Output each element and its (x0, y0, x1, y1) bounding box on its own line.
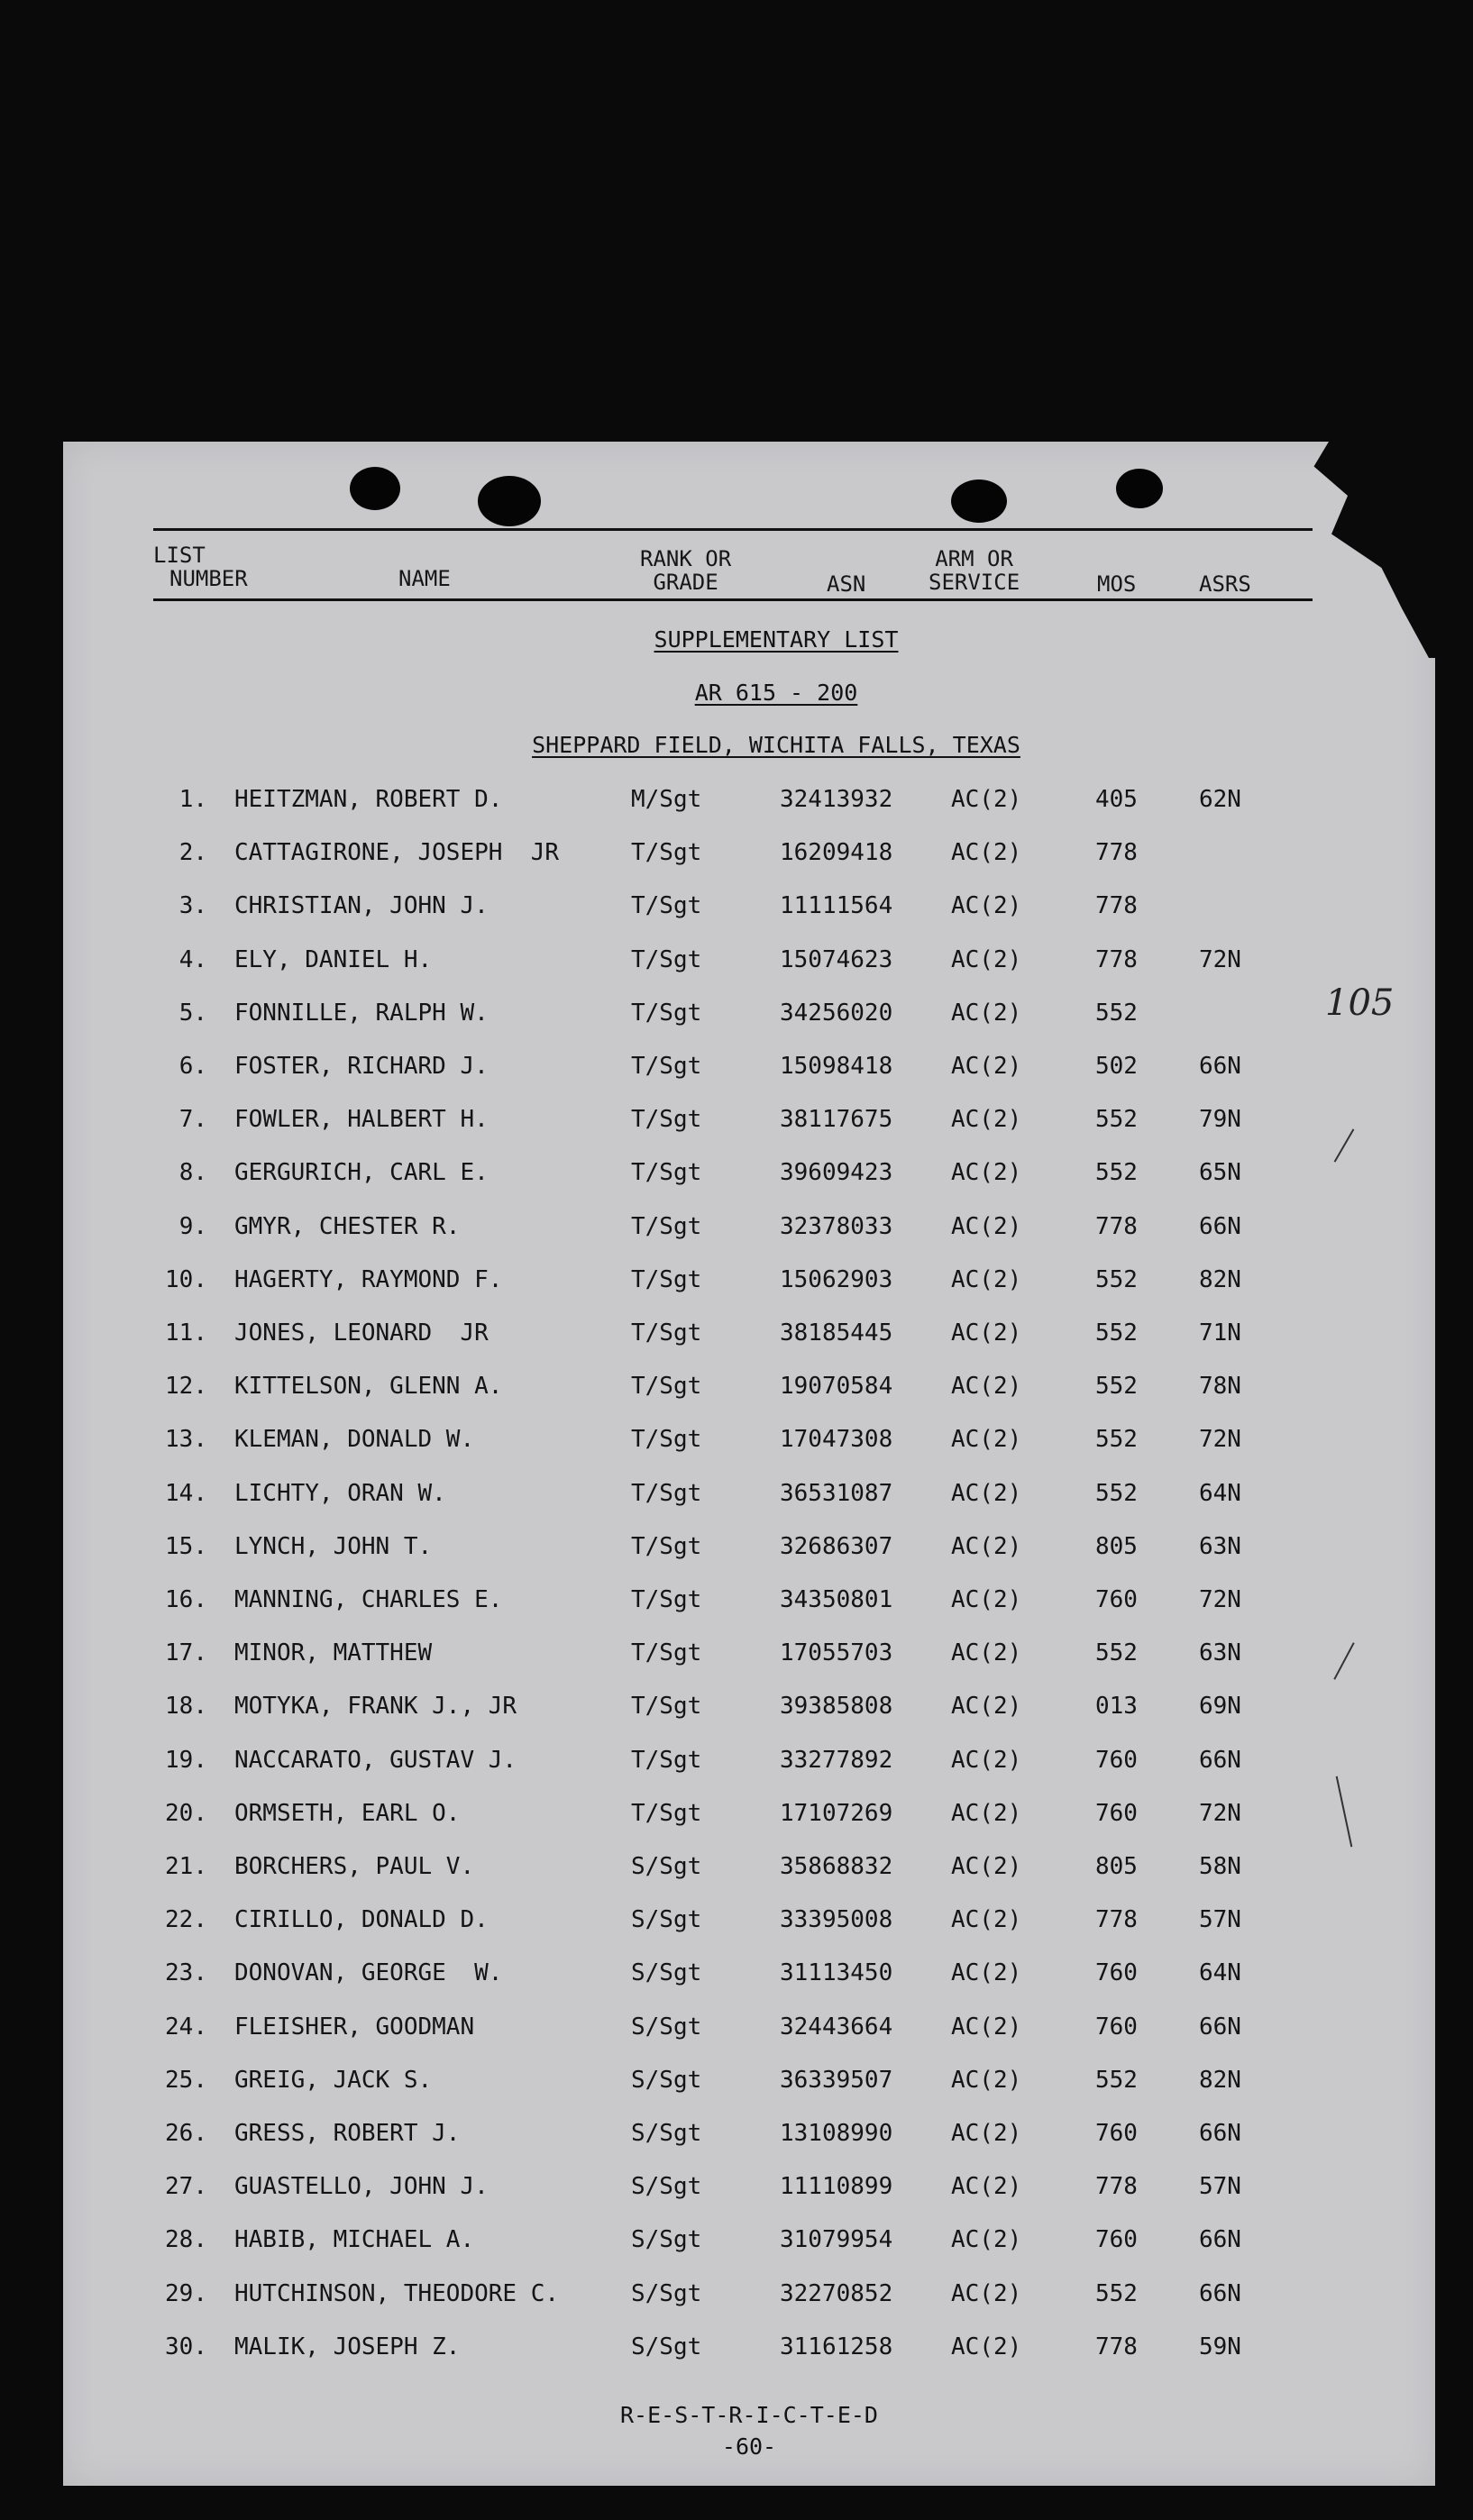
arm-cell: AC(2) (951, 1053, 1022, 1080)
asrs-cell: 69N (1199, 1693, 1241, 1721)
arm-cell: AC(2) (951, 1479, 1022, 1507)
list-row (63, 946, 1435, 982)
rank-cell: T/Sgt (631, 1212, 702, 1240)
asn-cell: 17107269 (780, 1799, 893, 1827)
list-row (63, 1747, 1435, 1783)
rank-cell: S/Sgt (631, 2120, 702, 2147)
header-asrs: ASRS (1199, 571, 1251, 597)
list-row (63, 2280, 1435, 2316)
arm-cell: AC(2) (951, 1906, 1022, 1934)
asn-cell: 13108990 (780, 2120, 893, 2147)
list-number: 9. (178, 1212, 207, 1240)
header-mos: MOS (1097, 571, 1137, 597)
header-arm: ARM OR SERVICE (929, 546, 1020, 595)
arm-cell: AC(2) (951, 1693, 1022, 1721)
arm-cell: AC(2) (951, 1532, 1022, 1560)
name-cell: FOSTER, RICHARD J. (234, 1053, 489, 1080)
arm-cell: AC(2) (951, 2120, 1022, 2147)
asn-cell: 11110899 (780, 2173, 893, 2201)
title-location: SHEPPARD FIELD, WICHITA FALLS, TEXAS (532, 732, 1020, 758)
rank-cell: T/Sgt (631, 1639, 702, 1667)
name-cell: MOTYKA, FRANK J., JR (234, 1693, 517, 1721)
name-cell: ELY, DANIEL H. (234, 945, 433, 973)
arm-cell: AC(2) (951, 1586, 1022, 1613)
arm-cell: AC(2) (951, 1853, 1022, 1880)
mos-cell: 805 (1095, 1532, 1138, 1560)
list-number: 12. (165, 1373, 207, 1401)
rank-cell: T/Sgt (631, 1106, 702, 1134)
asrs-cell: 63N (1199, 1639, 1241, 1667)
asn-cell: 39609423 (780, 1159, 893, 1187)
list-number: 20. (165, 1799, 207, 1827)
name-cell: ORMSETH, EARL O. (234, 1799, 461, 1827)
list-number: 5. (178, 999, 207, 1027)
asrs-cell: 59N (1199, 2333, 1241, 2360)
mos-cell: 778 (1095, 1906, 1138, 1934)
list-number: 18. (165, 1693, 207, 1721)
arm-cell: AC(2) (951, 2279, 1022, 2307)
asrs-cell: 72N (1199, 945, 1241, 973)
list-number: 7. (178, 1106, 207, 1134)
torn-corner (1307, 433, 1442, 658)
asn-cell: 32378033 (780, 1212, 893, 1240)
rank-cell: T/Sgt (631, 1799, 702, 1827)
mos-cell: 552 (1095, 1106, 1138, 1134)
name-cell: MALIK, JOSEPH Z. (234, 2333, 461, 2360)
mos-cell: 013 (1095, 1693, 1138, 1721)
name-cell: MANNING, CHARLES E. (234, 1586, 503, 1613)
list-row (63, 1373, 1435, 1409)
list-row (63, 2067, 1435, 2103)
asrs-cell: 72N (1199, 1586, 1241, 1613)
rank-cell: M/Sgt (631, 786, 702, 813)
list-row (63, 1319, 1435, 1356)
asrs-cell: 65N (1199, 1159, 1241, 1187)
mos-cell: 805 (1095, 1853, 1138, 1880)
mos-cell: 552 (1095, 1373, 1138, 1401)
rank-cell: S/Sgt (631, 2333, 702, 2360)
rank-cell: T/Sgt (631, 1479, 702, 1507)
list-row (63, 1480, 1435, 1516)
asrs-cell: 82N (1199, 1265, 1241, 1293)
rank-cell: T/Sgt (631, 1426, 702, 1454)
asn-cell: 32270852 (780, 2279, 893, 2307)
list-number: 15. (165, 1532, 207, 1560)
rank-cell: T/Sgt (631, 892, 702, 920)
rank-cell: T/Sgt (631, 1586, 702, 1613)
page-number: -60- (721, 2433, 777, 2460)
list-row (63, 839, 1435, 875)
header-top-rule (153, 528, 1313, 531)
arm-cell: AC(2) (951, 1746, 1022, 1774)
list-row (63, 2173, 1435, 2209)
mos-cell: 778 (1095, 892, 1138, 920)
mos-cell: 760 (1095, 1799, 1138, 1827)
list-row (63, 2333, 1435, 2369)
list-number: 28. (165, 2226, 207, 2254)
name-cell: GREIG, JACK S. (234, 2066, 433, 2094)
list-number: 10. (165, 1265, 207, 1293)
name-cell: KLEMAN, DONALD W. (234, 1426, 475, 1454)
name-cell: CATTAGIRONE, JOSEPH JR (234, 839, 560, 867)
rank-cell: T/Sgt (631, 1746, 702, 1774)
list-number: 3. (178, 892, 207, 920)
classification-footer: R-E-S-T-R-I-C-T-E-D (620, 2402, 878, 2428)
name-cell: BORCHERS, PAUL V. (234, 1853, 475, 1880)
arm-cell: AC(2) (951, 1799, 1022, 1827)
document-page (63, 442, 1435, 2486)
header-name: NAME (398, 566, 451, 591)
list-number: 19. (165, 1746, 207, 1774)
header-rank: RANK OR GRADE (640, 546, 732, 595)
list-number: 24. (165, 2013, 207, 2041)
asn-cell: 35868832 (780, 1853, 893, 1880)
punch-hole (350, 467, 400, 510)
asn-cell: 39385808 (780, 1693, 893, 1721)
header-asn: ASN (827, 571, 866, 597)
asrs-cell: 64N (1199, 1479, 1241, 1507)
name-cell: GERGURICH, CARL E. (234, 1159, 489, 1187)
arm-cell: AC(2) (951, 1265, 1022, 1293)
asrs-cell: 72N (1199, 1799, 1241, 1827)
arm-cell: AC(2) (951, 2226, 1022, 2254)
list-number: 25. (165, 2066, 207, 2094)
rank-cell: T/Sgt (631, 1693, 702, 1721)
list-number: 13. (165, 1426, 207, 1454)
mos-cell: 552 (1095, 2279, 1138, 2307)
punch-hole (478, 476, 541, 526)
rank-cell: S/Sgt (631, 2226, 702, 2254)
mos-cell: 778 (1095, 945, 1138, 973)
rank-cell: T/Sgt (631, 839, 702, 867)
list-number: 27. (165, 2173, 207, 2201)
asn-cell: 17055703 (780, 1639, 893, 1667)
mos-cell: 778 (1095, 2333, 1138, 2360)
list-row (63, 1906, 1435, 1942)
list-row (63, 1000, 1435, 1036)
rank-cell: T/Sgt (631, 1159, 702, 1187)
arm-cell: AC(2) (951, 2013, 1022, 2041)
asn-cell: 36339507 (780, 2066, 893, 2094)
list-number: 21. (165, 1853, 207, 1880)
arm-cell: AC(2) (951, 1426, 1022, 1454)
asrs-cell: 72N (1199, 1426, 1241, 1454)
mos-cell: 760 (1095, 1959, 1138, 1987)
arm-cell: AC(2) (951, 1319, 1022, 1347)
rank-cell: S/Sgt (631, 2013, 702, 2041)
asn-cell: 15098418 (780, 1053, 893, 1080)
name-cell: JONES, LEONARD JR (234, 1319, 489, 1347)
asrs-cell: 57N (1199, 2173, 1241, 2201)
name-cell: HABIB, MICHAEL A. (234, 2226, 475, 2254)
asrs-cell: 58N (1199, 1853, 1241, 1880)
name-cell: KITTELSON, GLENN A. (234, 1373, 503, 1401)
name-cell: HUTCHINSON, THEODORE C. (234, 2279, 560, 2307)
list-row (63, 786, 1435, 822)
mos-cell: 760 (1095, 2120, 1138, 2147)
name-cell: MINOR, MATTHEW (234, 1639, 433, 1667)
asn-cell: 34350801 (780, 1586, 893, 1613)
list-number: 16. (165, 1586, 207, 1613)
list-number: 23. (165, 1959, 207, 1987)
asn-cell: 36531087 (780, 1479, 893, 1507)
list-number: 8. (178, 1159, 207, 1187)
asrs-cell: 79N (1199, 1106, 1241, 1134)
asrs-cell: 66N (1199, 1212, 1241, 1240)
name-cell: FONNILLE, RALPH W. (234, 999, 489, 1027)
rank-cell: T/Sgt (631, 945, 702, 973)
header-bottom-rule (153, 598, 1313, 601)
mos-cell: 552 (1095, 2066, 1138, 2094)
list-row (63, 1959, 1435, 1995)
name-cell: CHRISTIAN, JOHN J. (234, 892, 489, 920)
list-row (63, 1853, 1435, 1889)
list-row (63, 1266, 1435, 1302)
rank-cell: S/Sgt (631, 2279, 702, 2307)
arm-cell: AC(2) (951, 2173, 1022, 2201)
list-row (63, 1053, 1435, 1089)
mos-cell: 552 (1095, 1319, 1138, 1347)
name-cell: CIRILLO, DONALD D. (234, 1906, 489, 1934)
arm-cell: AC(2) (951, 1373, 1022, 1401)
name-cell: HEITZMAN, ROBERT D. (234, 786, 503, 813)
arm-cell: AC(2) (951, 1212, 1022, 1240)
mos-cell: 760 (1095, 2226, 1138, 2254)
name-cell: DONOVAN, GEORGE W. (234, 1959, 503, 1987)
name-cell: FLEISHER, GOODMAN (234, 2013, 475, 2041)
name-cell: NACCARATO, GUSTAV J. (234, 1746, 517, 1774)
asn-cell: 33395008 (780, 1906, 893, 1934)
asrs-cell: 66N (1199, 2226, 1241, 2254)
list-number: 6. (178, 1053, 207, 1080)
asn-cell: 32686307 (780, 1532, 893, 1560)
list-number: 17. (165, 1639, 207, 1667)
punch-hole (1116, 469, 1163, 508)
asrs-cell: 78N (1199, 1373, 1241, 1401)
rank-cell: T/Sgt (631, 1265, 702, 1293)
list-row (63, 1426, 1435, 1462)
asrs-cell: 66N (1199, 2120, 1241, 2147)
mos-cell: 760 (1095, 1746, 1138, 1774)
list-number: 26. (165, 2120, 207, 2147)
list-row (63, 1213, 1435, 1249)
arm-cell: AC(2) (951, 786, 1022, 813)
mos-cell: 778 (1095, 1212, 1138, 1240)
list-row (63, 1106, 1435, 1142)
list-row (63, 892, 1435, 928)
name-cell: LYNCH, JOHN T. (234, 1532, 433, 1560)
asn-cell: 33277892 (780, 1746, 893, 1774)
asrs-cell: 71N (1199, 1319, 1241, 1347)
list-number: 2. (178, 839, 207, 867)
rank-cell: S/Sgt (631, 2173, 702, 2201)
mos-cell: 405 (1095, 786, 1138, 813)
asn-cell: 38185445 (780, 1319, 893, 1347)
list-row (63, 1693, 1435, 1729)
arm-cell: AC(2) (951, 945, 1022, 973)
rank-cell: S/Sgt (631, 1906, 702, 1934)
rank-cell: T/Sgt (631, 1532, 702, 1560)
asn-cell: 31113450 (780, 1959, 893, 1987)
punch-hole (951, 479, 1007, 523)
name-cell: GMYR, CHESTER R. (234, 1212, 461, 1240)
arm-cell: AC(2) (951, 2333, 1022, 2360)
list-number: 30. (165, 2333, 207, 2360)
list-number: 1. (178, 786, 207, 813)
asrs-cell: 82N (1199, 2066, 1241, 2094)
arm-cell: AC(2) (951, 839, 1022, 867)
list-row (63, 1639, 1435, 1675)
list-number: 4. (178, 945, 207, 973)
list-number: 14. (165, 1479, 207, 1507)
asrs-cell: 62N (1199, 786, 1241, 813)
arm-cell: AC(2) (951, 999, 1022, 1027)
name-cell: GRESS, ROBERT J. (234, 2120, 461, 2147)
rank-cell: S/Sgt (631, 2066, 702, 2094)
list-number: 11. (165, 1319, 207, 1347)
rank-cell: T/Sgt (631, 1373, 702, 1401)
name-cell: HAGERTY, RAYMOND F. (234, 1265, 503, 1293)
asn-cell: 34256020 (780, 999, 893, 1027)
mos-cell: 552 (1095, 1479, 1138, 1507)
mos-cell: 552 (1095, 1639, 1138, 1667)
asn-cell: 31161258 (780, 2333, 893, 2360)
list-row (63, 1586, 1435, 1622)
rank-cell: T/Sgt (631, 1053, 702, 1080)
asrs-cell: 64N (1199, 1959, 1241, 1987)
asn-cell: 32443664 (780, 2013, 893, 2041)
list-row (63, 2120, 1435, 2156)
mos-cell: 778 (1095, 839, 1138, 867)
asn-cell: 17047308 (780, 1426, 893, 1454)
rank-cell: T/Sgt (631, 999, 702, 1027)
asrs-cell: 66N (1199, 2013, 1241, 2041)
asrs-cell: 57N (1199, 1906, 1241, 1934)
list-number: 22. (165, 1906, 207, 1934)
asn-cell: 15074623 (780, 945, 893, 973)
margin-annotation: 105 (1325, 982, 1395, 1024)
rank-cell: S/Sgt (631, 1959, 702, 1987)
asn-cell: 16209418 (780, 839, 893, 867)
asn-cell: 15062903 (780, 1265, 893, 1293)
header-list-number: LIST NUMBER (153, 543, 248, 591)
arm-cell: AC(2) (951, 1159, 1022, 1187)
arm-cell: AC(2) (951, 1639, 1022, 1667)
asn-cell: 38117675 (780, 1106, 893, 1134)
rank-cell: T/Sgt (631, 1319, 702, 1347)
mos-cell: 552 (1095, 1426, 1138, 1454)
asrs-cell: 66N (1199, 2279, 1241, 2307)
mos-cell: 552 (1095, 1159, 1138, 1187)
asrs-cell: 66N (1199, 1746, 1241, 1774)
title-regulation: AR 615 - 200 (694, 680, 858, 706)
list-row (63, 1800, 1435, 1836)
name-cell: GUASTELLO, JOHN J. (234, 2173, 489, 2201)
asn-cell: 11111564 (780, 892, 893, 920)
mos-cell: 552 (1095, 999, 1138, 1027)
list-row (63, 2226, 1435, 2262)
mos-cell: 502 (1095, 1053, 1138, 1080)
arm-cell: AC(2) (951, 2066, 1022, 2094)
list-number: 29. (165, 2279, 207, 2307)
list-row (63, 1533, 1435, 1569)
asn-cell: 32413932 (780, 786, 893, 813)
title-supplementary-list: SUPPLEMENTARY LIST (654, 626, 899, 653)
name-cell: FOWLER, HALBERT H. (234, 1106, 489, 1134)
mos-cell: 778 (1095, 2173, 1138, 2201)
arm-cell: AC(2) (951, 1959, 1022, 1987)
mos-cell: 760 (1095, 1586, 1138, 1613)
asn-cell: 31079954 (780, 2226, 893, 2254)
rank-cell: S/Sgt (631, 1853, 702, 1880)
name-cell: LICHTY, ORAN W. (234, 1479, 446, 1507)
list-row (63, 1159, 1435, 1195)
list-row (63, 2013, 1435, 2050)
mos-cell: 552 (1095, 1265, 1138, 1293)
mos-cell: 760 (1095, 2013, 1138, 2041)
asrs-cell: 63N (1199, 1532, 1241, 1560)
arm-cell: AC(2) (951, 892, 1022, 920)
asrs-cell: 66N (1199, 1053, 1241, 1080)
arm-cell: AC(2) (951, 1106, 1022, 1134)
asn-cell: 19070584 (780, 1373, 893, 1401)
